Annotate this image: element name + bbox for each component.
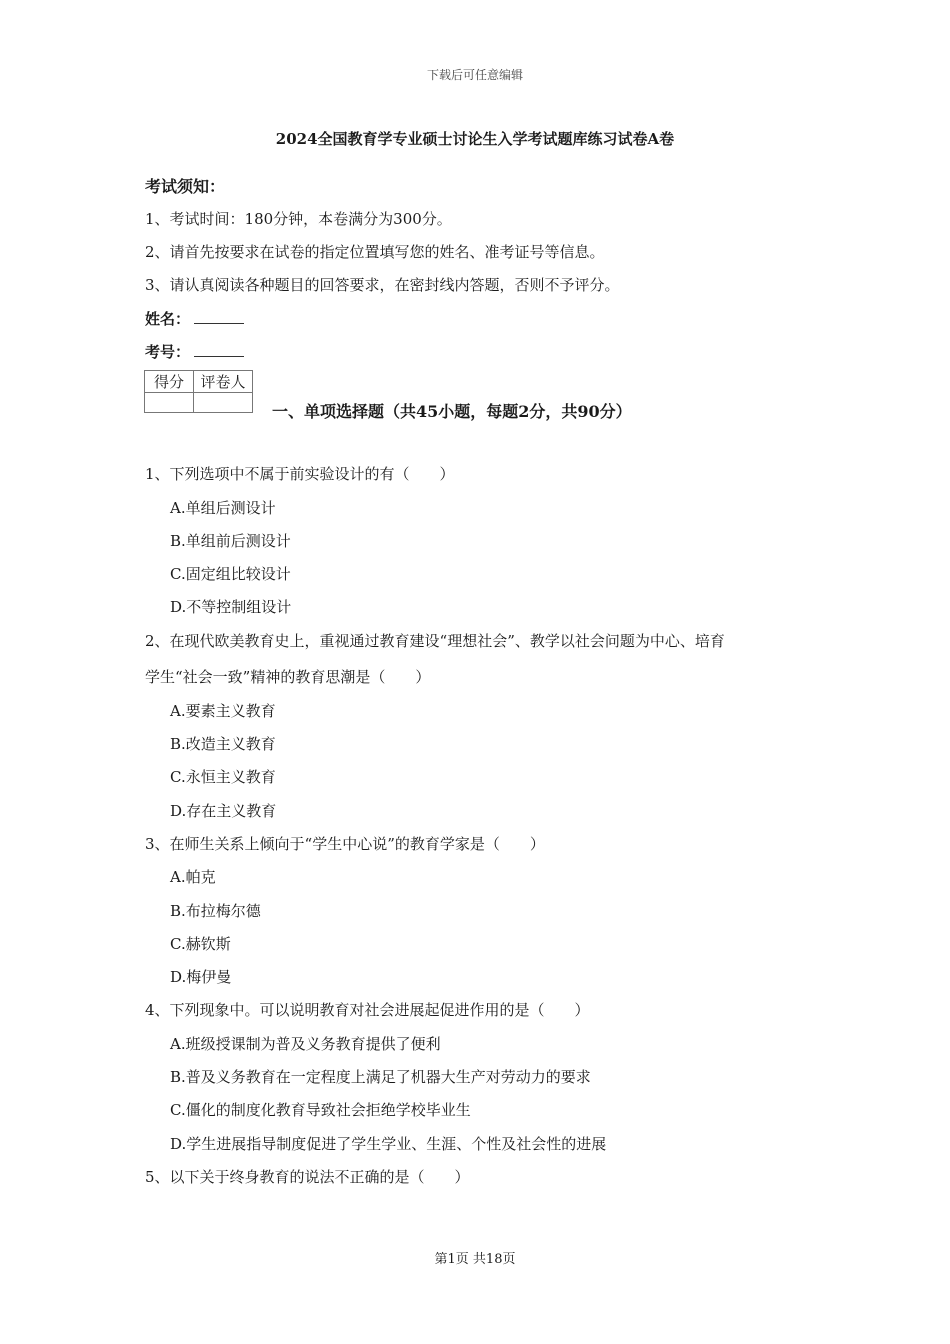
question-option: A.单组后测设计	[170, 499, 276, 517]
name-label: 姓名：	[145, 310, 191, 328]
question-option: A.班级授课制为普及义务教育提供了便利	[170, 1035, 441, 1053]
question-option: D.梅伊曼	[170, 968, 232, 986]
notice-item: 1、考试时间：180分钟，本卷满分为300分。	[145, 210, 452, 228]
question-option: B.布拉梅尔德	[170, 902, 261, 920]
question-stem: 1、下列选项中不属于前实验设计的有（ ）	[145, 465, 455, 483]
score-table	[144, 370, 253, 413]
id-blank[interactable]	[194, 342, 244, 357]
grader-cell[interactable]	[194, 393, 253, 413]
question-option: C.永恒主义教育	[170, 768, 276, 786]
question-option: A.要素主义教育	[170, 702, 276, 720]
question-option: B.普及义务教育在一定程度上满足了机器大生产对劳动力的要求	[170, 1068, 591, 1086]
notice-item: 3、请认真阅读各种题目的回答要求，在密封线内答题，否则不予评分。	[145, 276, 620, 294]
score-cell[interactable]	[145, 393, 194, 413]
id-field	[145, 341, 244, 362]
score-header: 得分	[145, 371, 194, 393]
question-option: C.僵化的制度化教育导致社会拒绝学校毕业生	[170, 1101, 471, 1119]
notice-item: 2、请首先按要求在试卷的指定位置填写您的姓名、准考证号等信息。	[145, 243, 605, 261]
page-footer: 第1页 共18页	[434, 1252, 516, 1267]
document-title: 2024全国教育学专业硕士讨论生入学考试题库练习试卷A卷	[275, 130, 675, 148]
question-option: A.帕克	[170, 868, 216, 886]
question-option: B.改造主义教育	[170, 735, 276, 753]
name-blank[interactable]	[194, 309, 244, 324]
question-option: C.固定组比较设计	[170, 565, 291, 583]
question-option: C.赫钦斯	[170, 935, 231, 953]
question-stem-continued: 学生“社会一致”精神的教育思潮是（ ）	[145, 668, 431, 686]
section-title: 一、单项选择题（共45小题，每题2分，共90分）	[272, 402, 632, 421]
grader-header: 评卷人	[194, 371, 253, 393]
question-option: D.学生进展指导制度促进了学生学业、生涯、个性及社会性的进展	[170, 1135, 607, 1153]
question-stem: 3、在师生关系上倾向于“学生中心说”的教育学家是（ ）	[145, 835, 545, 853]
question-option: B.单组前后测设计	[170, 532, 291, 550]
question-option: D.不等控制组设计	[170, 598, 292, 616]
notice-heading: 考试须知：	[145, 177, 226, 196]
name-field	[145, 308, 244, 329]
question-stem: 2、在现代欧美教育史上，重视通过教育建设“理想社会”、教学以社会问题为中心、培育	[145, 632, 725, 650]
question-stem: 5、以下关于终身教育的说法不正确的是（ ）	[145, 1168, 470, 1186]
question-stem: 4、下列现象中。可以说明教育对社会进展起促进作用的是（ ）	[145, 1001, 590, 1019]
page-header: 下载后可任意编辑	[426, 68, 523, 82]
question-option: D.存在主义教育	[170, 802, 277, 820]
id-label: 考号：	[145, 343, 191, 361]
